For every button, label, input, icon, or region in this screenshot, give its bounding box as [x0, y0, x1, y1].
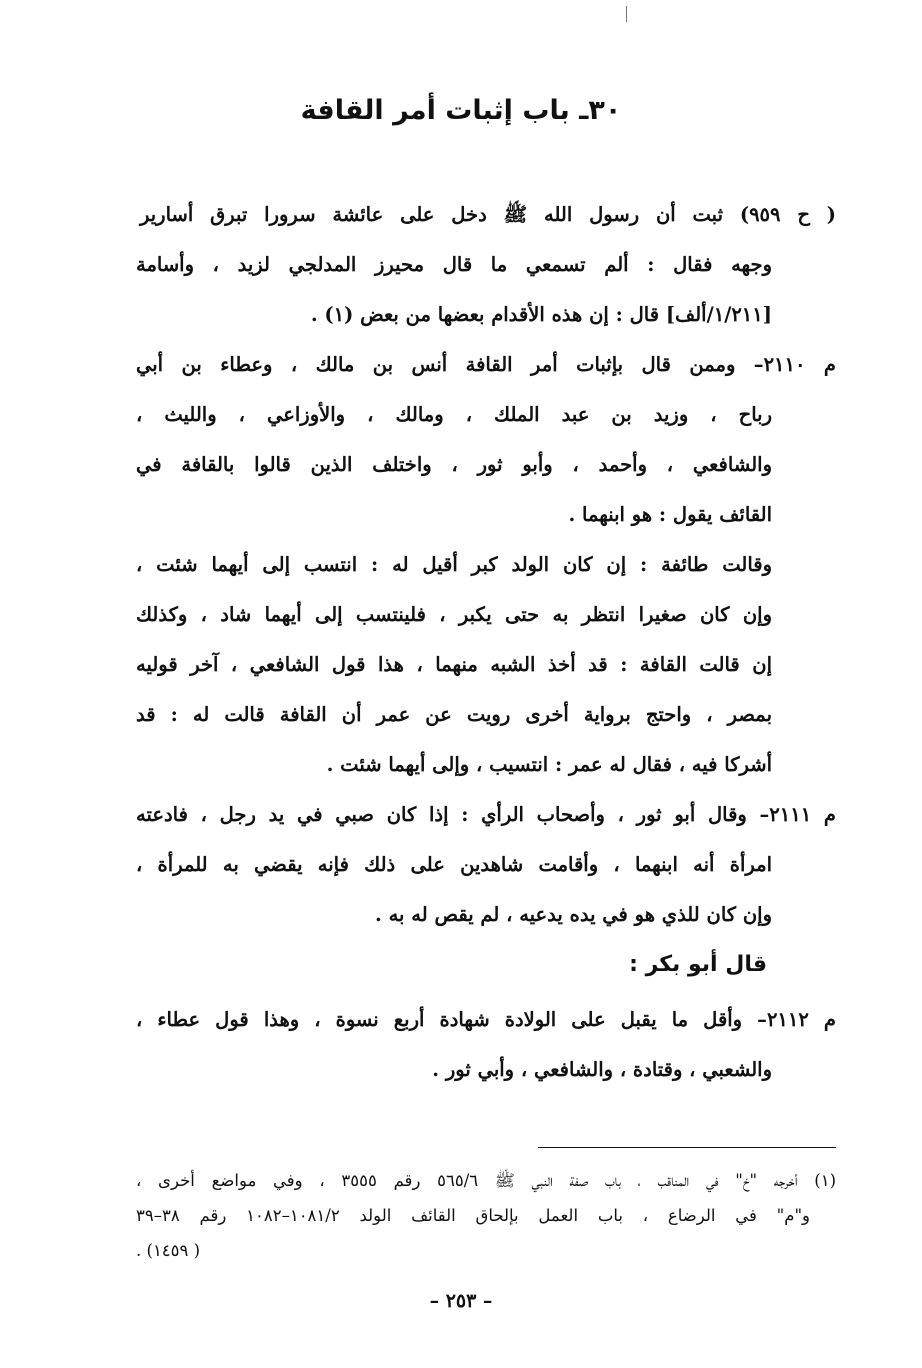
text-line: أشركا فيه ، فقال له عمر : انتسيب ، وإلى أيهما شئت . [326, 753, 772, 776]
text-line: وإن كان صغيرا انتظر به حتى يكبر ، فلينتسب إلى أيهما شاد ، وكذلك [136, 603, 772, 626]
text-line: امرأة أنه ابنهما ، وأقامت شاهدين على ذلك فإنه يقضي به للمرأة ، [136, 853, 772, 876]
text-line: م ٢١١٢– وأقل ما يقبل على الولادة شهادة أربع نسوة ، وهذا قول عطاء ، [136, 1008, 836, 1031]
margin-mark [626, 6, 627, 22]
text-line: وإن كان للذي هو في يده يدعيه ، لم يقص له به . [375, 903, 772, 926]
text-line: القائف يقول : هو ابنهما . [568, 503, 772, 526]
text-line: بمصر ، واحتج برواية أخرى رويت عن عمر أن القافة قالت له : قد [136, 703, 772, 726]
footnote-separator [538, 1147, 836, 1148]
footnote-line: و"م" في الرضاع ، باب العمل بإلحاق القائف الولد ١٠٨١/٢–١٠٨٢ رقم ٣٨–٣٩ [136, 1206, 811, 1225]
text-line: والشعبي ، وقتادة ، والشافعي ، وأبي ثور . [432, 1058, 772, 1081]
text-line: م ٢١١١– وقال أبو ثور ، وأصحاب الرأي : إذا كان صبي في يد رجل ، فادعته [136, 803, 836, 826]
text-line: وجهه فقال : ألم تسمعي ما قال محيرز المدلجي لزيد ، وأسامة [136, 253, 772, 276]
footnote-line: ( ١٤٥٩) . [136, 1241, 201, 1260]
text-line: [١/٢١١/ألف] قال : إن هذه الأقدام بعضها من بعض (١) . [310, 303, 772, 326]
chapter-title: ٣٠ـ باب إثبات أمر القافة [300, 95, 622, 126]
text-line: ( ح ٩٥٩) ثبت أن رسول الله ﷺ دخل على عائشة سرورا تبرق أسارير [140, 203, 836, 226]
text-line: والشافعي ، وأحمد ، وأبو ثور ، واختلف الذين قالوا بالقافة في [136, 453, 772, 476]
section-heading: قال أبو بكر : [629, 952, 767, 977]
text-line: إن قالت القافة : قد أخذ الشبه منهما ، هذا قول الشافعي ، آخر قوليه [136, 653, 772, 676]
text-line: وقالت طائفة : إن كان الولد كبر أقيل له : انتسب إلى أيهما شئت ، [136, 553, 772, 576]
text-line: م ٢١١٠– وممن قال بإثبات أمر القافة أنس بن مالك ، وعطاء بن أبي [136, 353, 836, 376]
page-number: – ٢٥٣ – [429, 1290, 493, 1312]
text-line: رباح ، وزيد بن عبد الملك ، ومالك ، والأوزاعي ، والليث ، [136, 403, 772, 426]
footnote-line: (١) أخرجه "خ" في المناقب ، باب صفة النبي ﷺ ٥٦٥/٦ رقم ٣٥٥٥ ، وفي مواضع أخرى ، [136, 1171, 837, 1190]
